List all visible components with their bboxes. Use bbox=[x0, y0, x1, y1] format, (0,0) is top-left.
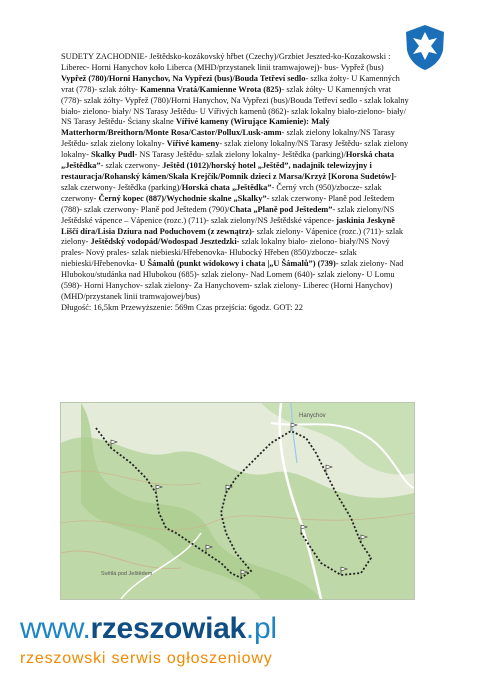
topographic-map bbox=[61, 403, 414, 599]
route-description bbox=[61, 52, 413, 314]
route-waypoint: Horská chata „Ještědka” bbox=[181, 182, 272, 192]
route-connector: - szlak lokalny biało- zielono- biały/NS Nový prales- Nový prales- szlak niebieski/Hřebenovka- Hlubocký Hřeben (850)/zbocze- szlak niebieski/Hřebenovka- bbox=[61, 237, 390, 269]
route-map[interactable] bbox=[60, 402, 415, 600]
brand-tld: .pl bbox=[245, 612, 277, 645]
route-connector: - NS Tarasy Ještědu- szlak zielony lokalny- Ještědka (parking)/ bbox=[134, 150, 346, 160]
route-connector: - szlak czerwony- bbox=[100, 161, 163, 171]
brand-url[interactable] bbox=[20, 612, 277, 646]
route-connector: - szlak zielony- Vápenice (rozc.) (711)- szlak zielony- bbox=[61, 226, 404, 247]
route-waypoint: Černý kopec (887)/Wychodnie skalne „Skalky” bbox=[98, 193, 267, 203]
route-connector: - Černý vrch (950)/zbocze- szlak czerwony- bbox=[61, 182, 382, 203]
route-waypoint: jaskinia Jeskyně Liščí díra/Lisia Dziura nad Poduchovem (z zewnątrz) bbox=[61, 215, 395, 236]
route-stats: Długość: 16,5km Przewyższenie: 569m Czas przejścia: 6godz. GOT: 22 bbox=[61, 302, 303, 312]
route-waypoint: Vypřež (780)/Horni Hanychov, Na Vypřezi (bus)/Bouda Tetřeví sedlo bbox=[61, 73, 306, 83]
route-connector: - szlak zielony lokalny/NS Tarasy Ještědu- szlak zielony lokalny- bbox=[61, 139, 409, 160]
brand-tagline: rzeszowski serwis ogłoszeniowy bbox=[20, 650, 273, 667]
brand-name: rzeszowiak bbox=[90, 612, 246, 645]
route-connector: - szlak zielony/NS Ještědské vápence – Vápenice (rozc.) (711)- szlak zielony/NS Ještědské vápence- bbox=[61, 204, 395, 225]
route-waypoint: Ještěd (1012)/horský hotel „Ještěd”, nadajnik telewizyjny i restauracja/Rohanský kámen/Skała Krejčík/Pomnik dzieci z Marsa/Krzyż [Korona Sudetów] bbox=[61, 161, 394, 181]
map-label-svetla: Světlá pod Ještědem bbox=[101, 571, 153, 577]
start-description: Liberec- Horni Hanychov koło Liberca (MHD/przystanek linii tramwajowej)- bus- Vypřež (bus) bbox=[61, 62, 384, 72]
route-itinerary bbox=[61, 74, 413, 303]
region-title: SUDETY ZACHODNIE- Ještědsko-kozákovský hřbet (Czechy)/Grzbiet Jeszted-ko-Kozakowski : bbox=[61, 52, 391, 61]
route-waypoint: Ještědský vodopád/Wodospad Jesztedzki bbox=[90, 237, 237, 247]
route-connector: - szlka żołty- U Kamenných vrat (778)- szlak żółty- bbox=[61, 73, 400, 94]
route-waypoint: U Šámalů (punkt widokowy i chata |„U Šámalů”) (739) bbox=[139, 259, 336, 269]
route-waypoint: Chata „Planě pod Ještedem” bbox=[229, 204, 333, 214]
route-waypoint: Skalky Pudl bbox=[91, 150, 135, 160]
route-connector: - szlak zielony- Nad Hlubokou/studánka nad Hlubokou (685)- szlak zielony- Nad Lomem (640)- szlak zielony- U Lomu (598)- Horni Hanychov- szlak zielony- Za Hanychovem- szlak zielony- Liberec (Horni Hanychov) (MHD/przystanek linii tramwajowej/bus) bbox=[61, 259, 404, 301]
route-waypoint: Kamenna Vratá/Kamienne Wrota (825) bbox=[140, 84, 282, 94]
route-connector: - szlak żółty- U Kamenných vrat (778)- szlak żółty- Vypřež (780)/Horni Hanychov, Na Vypřezi (bus)/Bouda Tetřeví sedlo - szlak lokalny biało- zielono- biały/ NS Tarasy Ještědu- U Vířivých kamenů (862)- szlak lokalny biało-zielono- biały/ NS Tarasy Ještědu- Ściany skalne bbox=[61, 84, 409, 127]
route-connector: - szlak zielony lokalny/NS Tarasy Ještědu- szlak zielony lokalny- bbox=[61, 128, 395, 149]
route-connector: - szlak czerwony- Ještědka (parking)/ bbox=[61, 171, 397, 192]
route-waypoint: Vířivé kameny (Wirujące Kamienie): Malý Matterhorm/Breithorn/Monte Rosa/Castor/Pollux/Lusk-amm bbox=[61, 117, 330, 138]
brand-www: www. bbox=[20, 612, 91, 645]
route-waypoint: Horská chata „Ještědka” bbox=[61, 150, 395, 171]
route-connector: - szlak czerwony- Planě pod Ještedem (788)- szlak czerwony- Planě pod Ještedem (790)/ bbox=[61, 193, 395, 214]
map-label-hanychov: Hanychov bbox=[299, 413, 326, 419]
route-waypoint: Vířivé kameny bbox=[166, 139, 220, 149]
brand-footer[interactable] bbox=[20, 612, 460, 672]
